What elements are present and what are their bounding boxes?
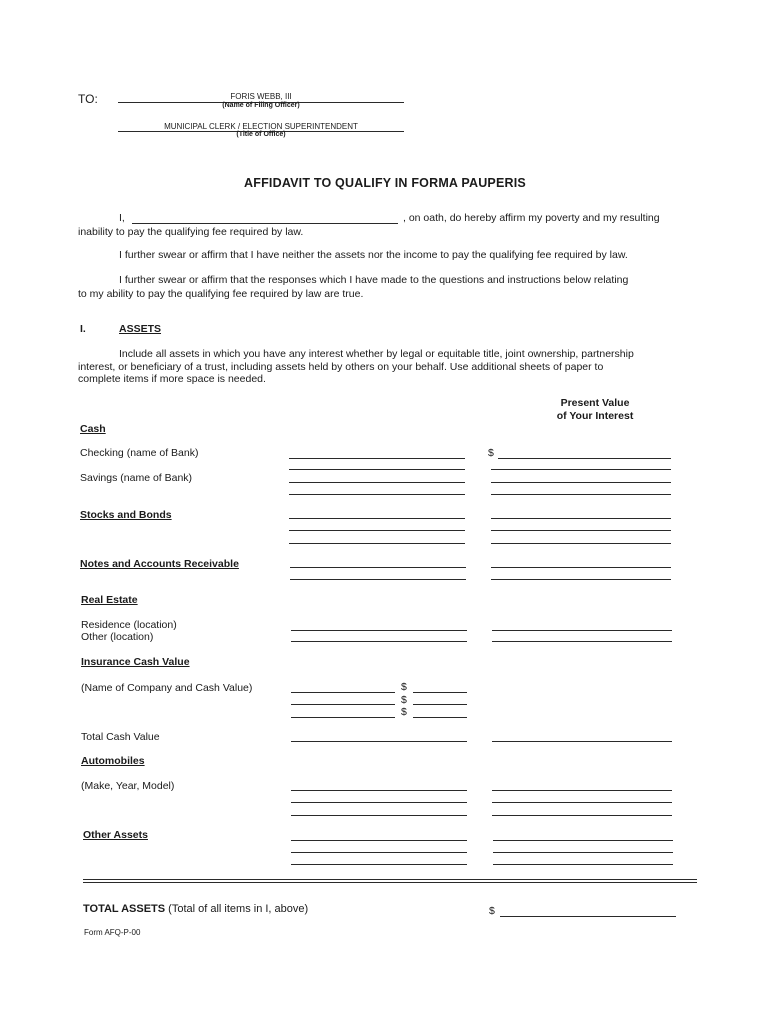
filing-officer-name: FORIS WEBB, III [230, 92, 292, 101]
office-title-caption: (Title of Office) [236, 131, 286, 138]
affiant-name-field[interactable] [132, 223, 398, 224]
office-title: MUNICIPAL CLERK / ELECTION SUPERINTENDENT [164, 122, 358, 131]
divider-rule-bottom [83, 882, 697, 883]
filing-officer-caption: (Name of Filing Officer) [222, 102, 300, 109]
total-cash-value-value-field[interactable] [492, 741, 672, 742]
automobile-field-3[interactable] [291, 815, 467, 816]
heading-stocks-bonds: Stocks and Bonds [80, 509, 172, 521]
stocks-value-field-2[interactable] [491, 530, 671, 531]
other-assets-value-field-3[interactable] [493, 864, 673, 865]
label-residence: Residence (location) [81, 619, 177, 631]
heading-other-assets: Other Assets [83, 829, 148, 841]
insurance-cash-field-3[interactable] [413, 717, 467, 718]
to-label: TO: [78, 92, 98, 106]
checking-bank-field-2[interactable] [289, 469, 465, 470]
document-title: AFFIDAVIT TO QUALIFY IN FORMA PAUPERIS [244, 176, 526, 190]
stocks-value-field-1[interactable] [491, 518, 671, 519]
heading-notes-receivable: Notes and Accounts Receivable [80, 558, 239, 570]
automobile-value-field-2[interactable] [492, 802, 672, 803]
residence-field[interactable] [291, 630, 467, 631]
insurance-company-field-3[interactable] [291, 717, 395, 718]
savings-bank-field[interactable] [289, 482, 465, 483]
other-assets-field-2[interactable] [291, 852, 467, 853]
checking-value-field-2[interactable] [491, 469, 671, 470]
heading-insurance-cash-value: Insurance Cash Value [81, 656, 190, 668]
insurance-company-field-1[interactable] [291, 692, 395, 693]
other-location-field[interactable] [291, 641, 467, 642]
section-heading-assets: ASSETS [119, 323, 162, 335]
form-number: Form AFQ-P-00 [84, 928, 141, 937]
total-assets-row [83, 903, 308, 915]
total-dollar-sign: $ [489, 905, 495, 917]
assets-instructions-line2: interest, or beneficiary of a trust, including assets held by others on your behalf. Use additional sheets of paper to [78, 361, 604, 373]
assets-instructions-line3: complete items if more space is needed. [78, 373, 266, 385]
automobile-field-2[interactable] [291, 802, 467, 803]
total-assets-note: (Total of all items in I, above) [168, 903, 309, 915]
notes-field-1[interactable] [290, 567, 466, 568]
insurance-cash-field-2[interactable] [413, 704, 467, 705]
savings-bank-field-2[interactable] [289, 494, 465, 495]
checking-dollar-sign: $ [488, 447, 494, 459]
assets-instructions-line1: Include all assets in which you have any interest whether by legal or equitable title, joint ownership, partnership [119, 348, 634, 360]
heading-automobiles: Automobiles [81, 755, 145, 767]
other-assets-value-field-1[interactable] [493, 840, 673, 841]
savings-value-field[interactable] [491, 482, 671, 483]
insurance-cash-field-1[interactable] [413, 692, 467, 693]
insurance-dollar-sign-3: $ [401, 706, 407, 718]
label-total-cash-value: Total Cash Value [81, 731, 160, 743]
total-cash-value-field[interactable] [291, 741, 467, 742]
automobile-value-field-3[interactable] [492, 815, 672, 816]
other-location-value-field[interactable] [492, 641, 672, 642]
section-number: I. [80, 323, 86, 335]
checking-bank-field[interactable] [289, 458, 465, 459]
stocks-field-3[interactable] [289, 543, 465, 544]
total-assets-value-field[interactable] [500, 916, 676, 917]
label-make-year-model: (Make, Year, Model) [81, 780, 175, 792]
label-company-cash-value: (Name of Company and Cash Value) [81, 682, 253, 694]
notes-value-field-2[interactable] [491, 579, 671, 580]
other-assets-field-1[interactable] [291, 840, 467, 841]
other-assets-value-field-2[interactable] [493, 852, 673, 853]
heading-cash: Cash [80, 423, 106, 435]
intro-lead: I, [119, 212, 125, 224]
intro-line1-tail: , on oath, do hereby affirm my poverty and my resulting [403, 212, 660, 224]
paragraph-responses-line1: I further swear or affirm that the responses which I have made to the questions and instructions below relating [119, 274, 629, 286]
heading-real-estate: Real Estate [81, 594, 138, 606]
automobile-field-1[interactable] [291, 790, 467, 791]
stocks-value-field-3[interactable] [491, 543, 671, 544]
divider-rule-top [83, 879, 697, 880]
total-assets-label: TOTAL ASSETS [83, 903, 166, 915]
label-checking: Checking (name of Bank) [80, 447, 199, 459]
insurance-dollar-sign-1: $ [401, 681, 407, 693]
notes-field-2[interactable] [290, 579, 466, 580]
label-other-location: Other (location) [81, 631, 154, 643]
other-assets-field-3[interactable] [291, 864, 467, 865]
savings-value-field-2[interactable] [491, 494, 671, 495]
checking-value-field[interactable] [498, 458, 671, 459]
insurance-company-field-2[interactable] [291, 704, 395, 705]
label-savings: Savings (name of Bank) [80, 472, 193, 484]
stocks-field-1[interactable] [289, 518, 465, 519]
insurance-dollar-sign-2: $ [401, 694, 407, 706]
paragraph-responses-line2: to my ability to pay the qualifying fee required by law are true. [78, 288, 364, 300]
intro-line2: inability to pay the qualifying fee required by law. [78, 226, 304, 238]
value-header-line1: Present Value [560, 397, 630, 409]
stocks-field-2[interactable] [289, 530, 465, 531]
value-header-line2: of Your Interest [556, 410, 634, 422]
notes-value-field-1[interactable] [491, 567, 671, 568]
automobile-value-field-1[interactable] [492, 790, 672, 791]
residence-value-field[interactable] [492, 630, 672, 631]
paragraph-assets-income: I further swear or affirm that I have neither the assets nor the income to pay the qualifying fee required by law. [119, 249, 628, 261]
